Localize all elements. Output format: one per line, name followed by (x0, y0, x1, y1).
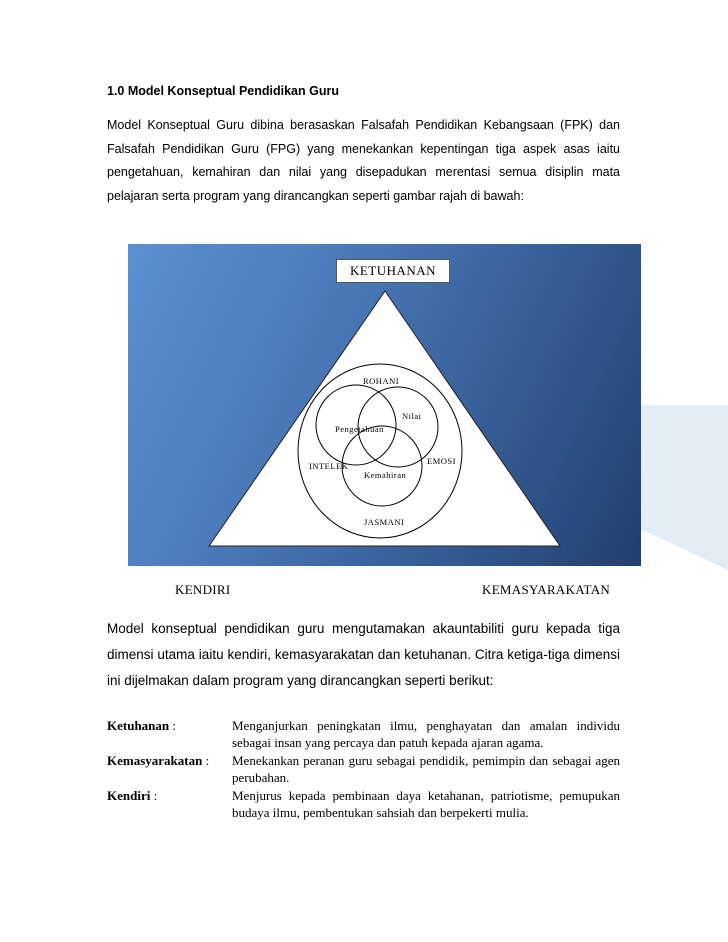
intelek-label: INTELEK (309, 461, 349, 471)
emosi-label: EMOSI (427, 456, 456, 466)
jasmani-label: JASMANI (364, 517, 405, 527)
section-heading: 1.0 Model Konseptual Pendidikan Guru (107, 84, 339, 98)
nilai-label: Nilai (402, 411, 422, 421)
definition-text: Menjurus kepada pembinaan daya ketahanan, patriotisme, pemupukan budaya ilmu, pembentukan sahsiah dan berpekerti mulia. (232, 788, 620, 820)
pengetahuan-label: Pengetahuan (335, 424, 384, 434)
definition-term: Ketuhanan (107, 718, 170, 733)
definition-term: Kemasyarakatan (107, 753, 203, 768)
rohani-label: ROHANI (363, 376, 400, 386)
definition-separator: : (150, 788, 158, 803)
definition-text: Menganjurkan peningkatan ilmu, penghayatan dan amalan individu sebagai insan yang percaya dan patuh kepada ajaran agama. (232, 718, 620, 750)
intro-paragraph: Model Konseptual Guru dibina berasaskan Falsafah Pendidikan Kebangsaan (FPK) dan Falsafah Pendidikan Guru (FPG) yang menekankan kepentingan tiga aspek asas iaitu pengetahuan, kemahiran dan nilai yang disepadukan merentasi semua disiplin mata pelajaran serta program yang dirancangkan seperti gambar rajah di bawah: (107, 118, 620, 203)
kendiri-label: KENDIRI (175, 582, 231, 597)
definition-separator: : (202, 753, 210, 768)
definition-text: Menekankan peranan guru sebagai pendidik, pemimpin dan sebagai agen perubahan. (232, 753, 620, 785)
summary-paragraph: Model konseptual pendidikan guru mengutamakan akauntabiliti guru kepada tiga dimensi utama iaitu kendiri, kemasyarakatan dan ketuhanan. Citra ketiga-tiga dimensi ini dijelmakan dalam program yang dirancangkan seperti berikut: (107, 621, 620, 688)
kemasyarakatan-label: KEMASYARAKATAN (482, 582, 611, 597)
definition-row (107, 788, 620, 821)
kemahiran-label: Kemahiran (364, 470, 407, 480)
ketuhanan-label: KETUHANAN (336, 259, 450, 283)
triangle (209, 291, 560, 546)
decorative-corner-shape (640, 405, 728, 570)
definition-term: Kendiri (107, 788, 151, 803)
definition-row (107, 753, 620, 786)
conceptual-model-diagram (128, 244, 641, 566)
definition-list (107, 718, 620, 823)
definition-separator: : (169, 718, 177, 733)
definition-row (107, 718, 620, 751)
